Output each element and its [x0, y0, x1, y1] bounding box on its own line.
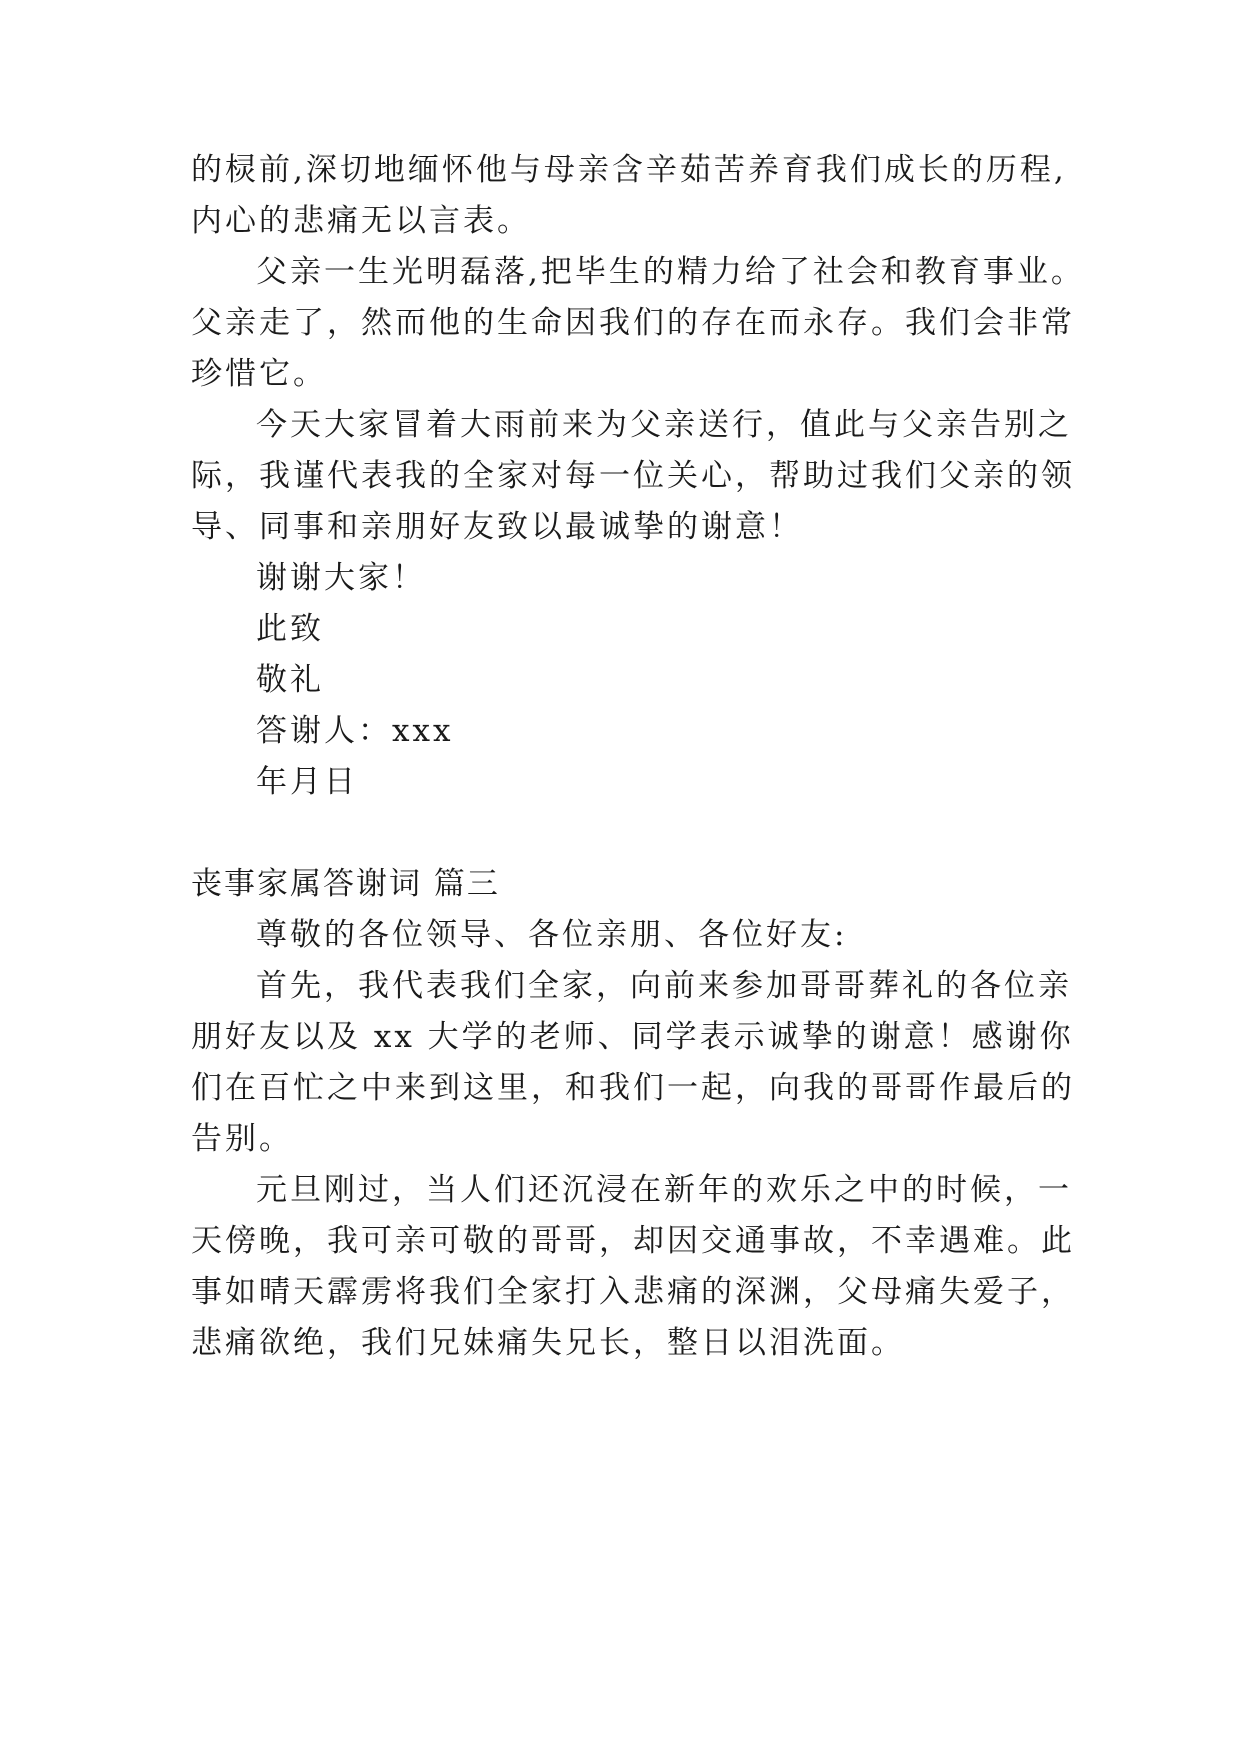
paragraph-line: 悲痛欲绝，我们兄妹痛失兄长，整日以泪洗面。: [191, 1325, 905, 1361]
paragraph-line: 天傍晚，我可亲可敬的哥哥，却因交通事故，不幸遇难。此: [191, 1223, 1075, 1259]
date-line: 年月日: [256, 764, 358, 800]
thanks-line: 谢谢大家！: [256, 560, 426, 596]
paragraph-line: 首先，我代表我们全家，向前来参加哥哥葬礼的各位亲: [256, 968, 1072, 1004]
closing-line: 敬礼: [256, 662, 324, 698]
paragraph-line: 元旦刚过，当人们还沉浸在新年的欢乐之中的时候，一: [256, 1172, 1072, 1208]
paragraph-line: 今天大家冒着大雨前来为父亲送行，值此与父亲告别之: [256, 407, 1072, 443]
closing-line: 此致: [256, 611, 324, 647]
signer-line: 答谢人：xxx: [256, 713, 454, 749]
paragraph-line: 导、同事和亲朋好友致以最诚挚的谢意！: [191, 509, 803, 545]
salutation-line: 尊敬的各位领导、各位亲朋、各位好友:: [256, 917, 848, 953]
paragraph-line: 事如晴天霹雳将我们全家打入悲痛的深渊，父母痛失爱子，: [191, 1274, 1075, 1310]
paragraph-line: 们在百忙之中来到这里，和我们一起，向我的哥哥作最后的: [191, 1070, 1075, 1106]
paragraph-line: 珍惜它。: [191, 356, 327, 392]
paragraph-line: 父亲一生光明磊落,把毕生的精力给了社会和教育事业。: [256, 254, 1085, 290]
paragraph-line: 父亲走了，然而他的生命因我们的存在而永存。我们会非常: [191, 305, 1075, 341]
section-heading: 丧事家属答谢词 篇三: [191, 866, 500, 902]
paragraph-line: 告别。: [191, 1121, 293, 1157]
paragraph-line: 内心的悲痛无以言表。: [191, 203, 531, 239]
paragraph-line: 的棂前,深切地缅怀他与母亲含辛茹苦养育我们成长的历程,: [191, 152, 1067, 188]
paragraph-line: 朋好友以及 xx 大学的老师、同学表示诚挚的谢意！感谢你: [191, 1019, 1074, 1055]
paragraph-line: 际，我谨代表我的全家对每一位关心，帮助过我们父亲的领: [191, 458, 1075, 494]
